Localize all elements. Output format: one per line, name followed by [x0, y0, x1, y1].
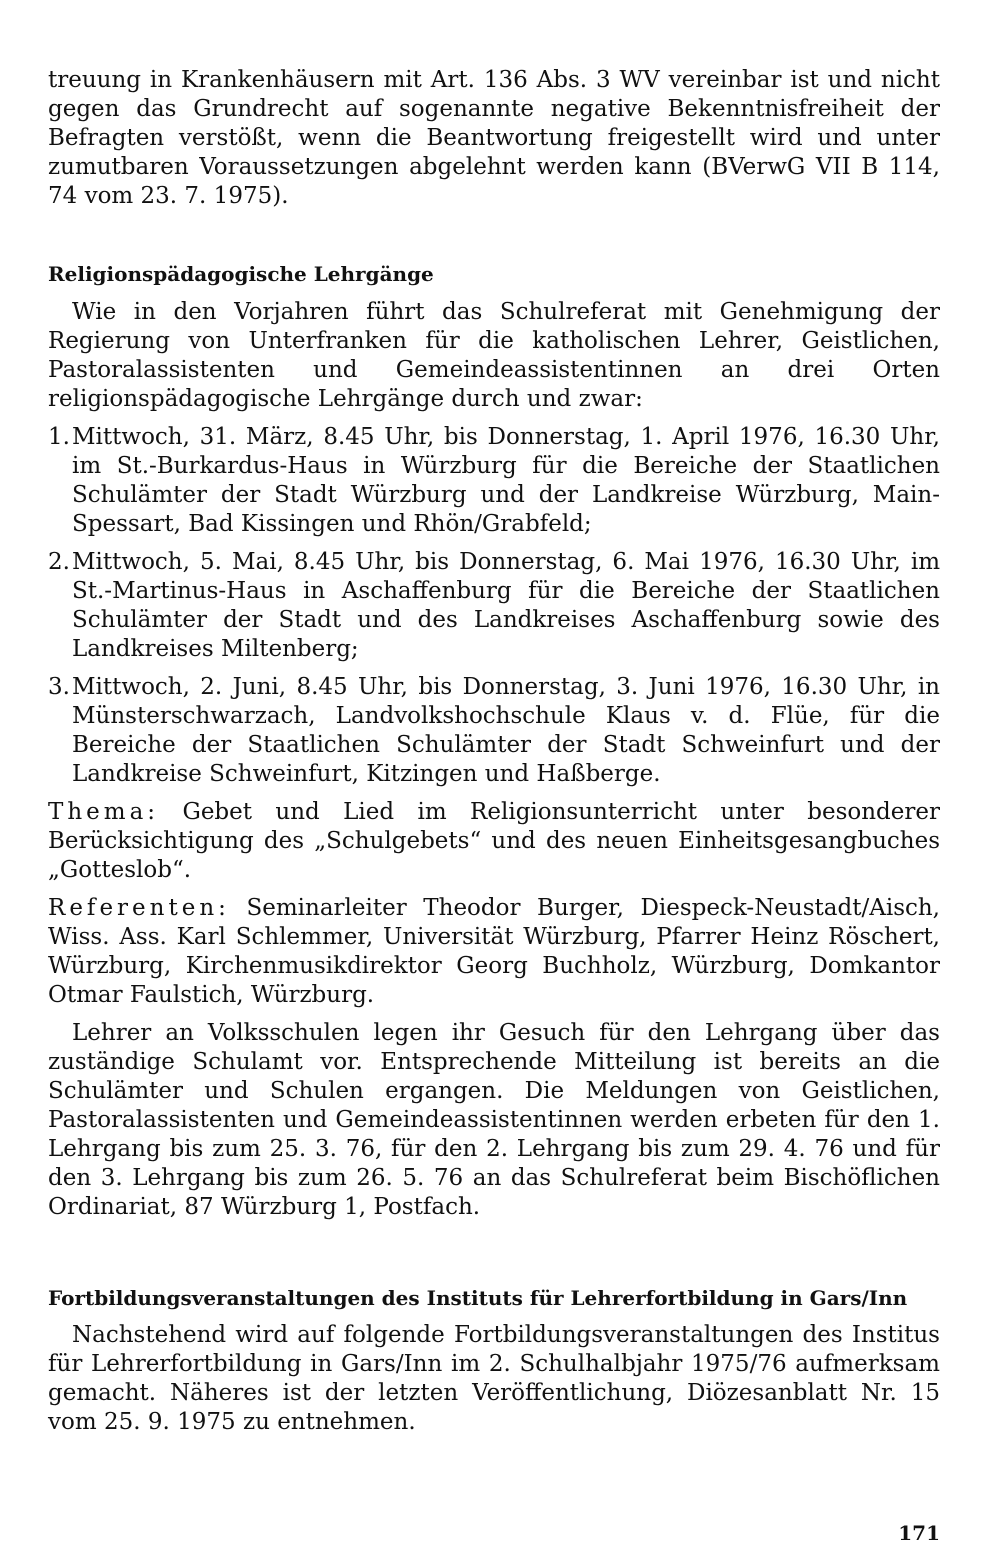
thema-paragraph: [48, 798, 940, 885]
list-item: [48, 423, 940, 539]
list-text: Mittwoch, 2. Juni, 8.45 Uhr, bis Donnerstag, 3. Juni 1976, 16.30 Uhr, in Münsterschwarzach, Landvolkshochschule Klaus v. d. Flüe, für die Bereiche der Staatlichen Schulämter der Stadt Schweinfurt und der Landkreise Schweinfurt, Kitzingen und Haßberge.: [72, 674, 940, 787]
list-item: [48, 548, 940, 664]
section2-paragraph: Nachstehend wird auf folgende Fortbildungsveranstaltungen des Institus für Lehrerfortbildung in Gars/Inn im 2. Schulhalbjahr 1975/76 aufmerksam gemacht. Näheres ist der letzten Veröffentlichung, Diözesanblatt Nr. 15 vom 25. 9. 1975 zu entnehmen.: [48, 1322, 940, 1435]
list-text: Mittwoch, 31. März, 8.45 Uhr, bis Donnerstag, 1. April 1976, 16.30 Uhr, im St.-Burkardus-Haus in Würzburg für die Bereiche der Staatlichen Schulämter der Stadt Würzburg und der Landkreise Würzburg, Main-Spessart, Bad Kissingen und Rhön/Grabfeld;: [72, 424, 940, 537]
page-number: 171: [898, 1521, 940, 1545]
thema-label: Thema:: [48, 799, 160, 825]
section-heading-fortbildungsveranstaltungen: Fortbildungsveranstaltungen des Instituts für Lehrerfortbildung in Gars/Inn: [48, 1286, 908, 1310]
section1-intro: Wie in den Vorjahren führt das Schulreferat mit Genehmigung der Regierung von Unterfranken für die katholischen Lehrer, Geistlichen, Pastoralassistenten und Gemeindeassistentinnen an drei Orten religionspädagogische Lehrgänge durch und zwar:: [48, 299, 940, 412]
closing-paragraph: Lehrer an Volksschulen legen ihr Gesuch für den Lehrgang über das zuständige Schulamt vor. Entsprechende Mitteilung ist bereits an die Schulämter und Schulen ergangen. Die Meldungen von Geistlichen, Pastoralassistenten und Gemeindeassistentinnen werden erbeten für den 1. Lehrgang bis zum 25. 3. 76, für den 2. Lehrgang bis zum 29. 4. 76 und für den 3. Lehrgang bis zum 26. 5. 76 an das Schulreferat beim Bischöflichen Ordinariat, 87 Würzburg 1, Postfach.: [48, 1020, 940, 1220]
list-item: [48, 673, 940, 789]
list-number: 3.: [48, 674, 70, 700]
referenten-text: Seminarleiter Theodor Burger, Diespeck-Neustadt/Aisch, Wiss. Ass. Karl Schlemmer, Universität Würzburg, Pfarrer Heinz Röschert, Würzburg, Kirchenmusikdirektor Georg Buchholz, Würzburg, Domkantor Otmar Faulstich, Würzburg.: [48, 895, 940, 1008]
referenten-label: Referenten:: [48, 895, 230, 921]
referenten-paragraph: [48, 894, 940, 1010]
section-heading-religionspaedagogische-lehrgaenge: Religionspädagogische Lehrgänge: [48, 262, 434, 286]
list-number: 1.: [48, 424, 70, 450]
list-text: Mittwoch, 5. Mai, 8.45 Uhr, bis Donnerstag, 6. Mai 1976, 16.30 Uhr, im St.-Martinus-Haus in Aschaffenburg für die Bereiche der Staatlichen Schulämter der Stadt und des Landkreises Aschaffenburg sowie des Landkreises Miltenberg;: [72, 549, 940, 662]
thema-text: Gebet und Lied im Religionsunterricht unter besonderer Berücksichtigung des „Schulgebets“ und des neuen Einheitsgesangbuches „Gotteslob“.: [48, 799, 940, 883]
intro-paragraph: treuung in Krankenhäusern mit Art. 136 Abs. 3 WV vereinbar ist und nicht gegen das Grundrecht auf sogenannte negative Bekenntnisfreiheit der Befragten verstößt, wenn die Beantwortung freigestellt wird und unter zumutbaren Voraussetzungen abgelehnt werden kann (BVerwG VII B 114, 74 vom 23. 7. 1975).: [48, 67, 940, 209]
document-page: [48, 66, 940, 1437]
list-number: 2.: [48, 549, 70, 575]
